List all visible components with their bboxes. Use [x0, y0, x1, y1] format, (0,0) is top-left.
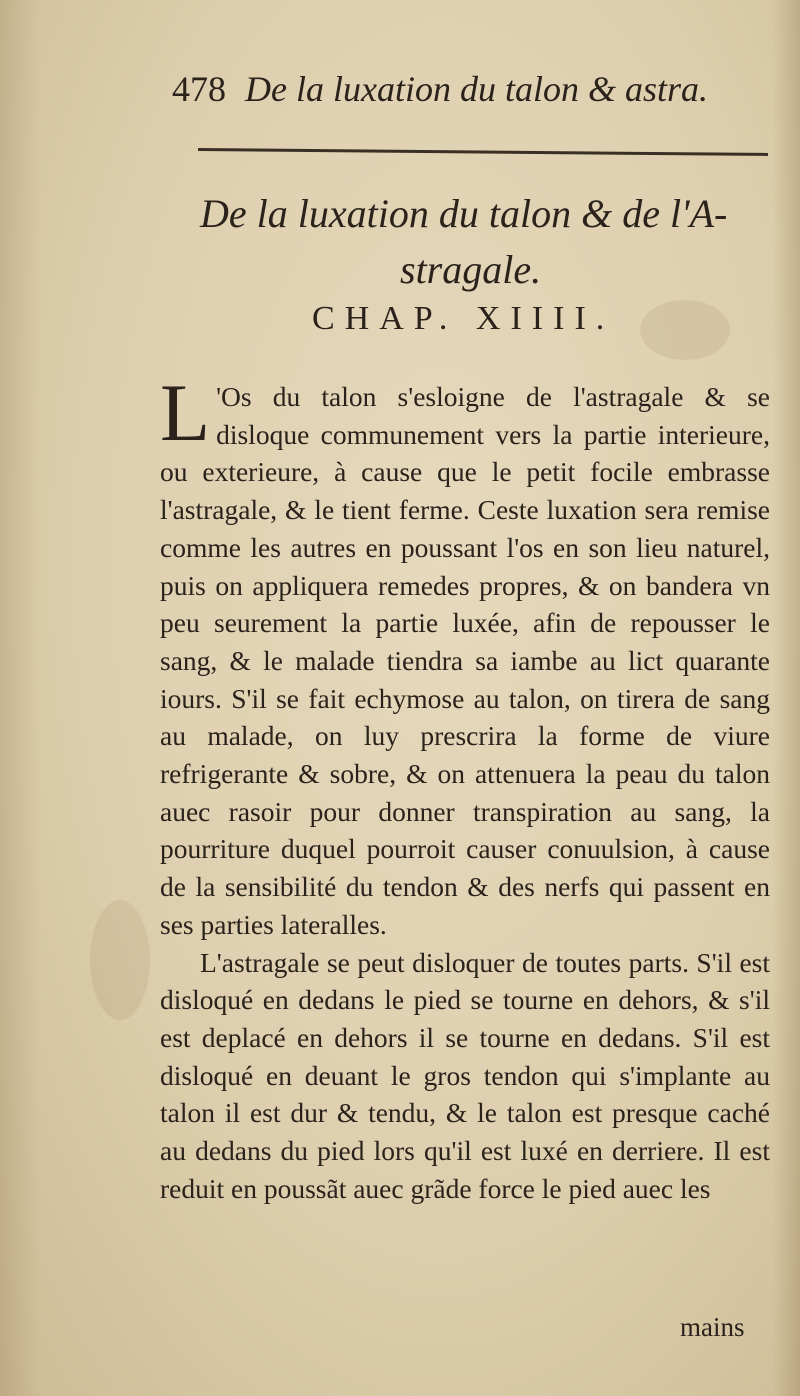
- section-title: [200, 186, 780, 298]
- paper-stain: [640, 300, 730, 360]
- drop-capital: L: [160, 367, 211, 458]
- section-title-line1: De la luxation du talon & de l'A-: [200, 191, 728, 236]
- page-number: 478: [172, 69, 226, 109]
- catchword: mains: [680, 1312, 745, 1342]
- chapter-heading: CHAP. XIIII.: [312, 300, 615, 337]
- paragraph-2: [160, 944, 770, 1208]
- running-head: [172, 68, 772, 110]
- running-title: De la luxation du talon & astra.: [245, 69, 708, 109]
- paper-stain: [90, 900, 150, 1020]
- paragraph-2-text: L'astragale se peut disloquer de toutes parts. S'il est disloqué en dedans le pied se tourne en dehors, & s'il est deplacé en dehors il se tourne en dedans. S'il est disloqué en deuant le gros tendon qui s'implante au talon il est dur & tendu, & le talon est presque caché au dedans du pied lors qu'il est luxé en derriere. Il est reduit en poussãt auec grãde force le pied auec les: [160, 946, 770, 1204]
- paragraph-1: [160, 367, 770, 944]
- header-rule: [198, 148, 768, 156]
- body-text: [160, 367, 770, 1207]
- page-shadow-left: [0, 0, 40, 1396]
- section-title-line2: stragale.: [400, 247, 542, 292]
- paragraph-1-text: 'Os du talon s'esloigne de l'astragale & se disloque communement vers la partie interieure, ou exterieure, à cause que le petit focile embrasse l'astragale, & le tient ferme. Ceste luxation sera remise comme les autres en poussant l'os en son lieu naturel, puis on appliquera remedes propres, & on bandera vn peu seurement la partie luxée, afin de repousser le sang, & le malade tiendra sa iambe au lict quarante iours. S'il se fait echymose au talon, on tirera de sang au malade, on luy prescrira la forme de viure refrigerante & sobre, & on attenuera la peau du talon auec rasoir pour donner transpiration au sang, la pourriture duquel pourroit causer conuulsion, à cause de la sensibilité du tendon & des nerfs qui passent en ses parties lateralles.: [160, 381, 770, 940]
